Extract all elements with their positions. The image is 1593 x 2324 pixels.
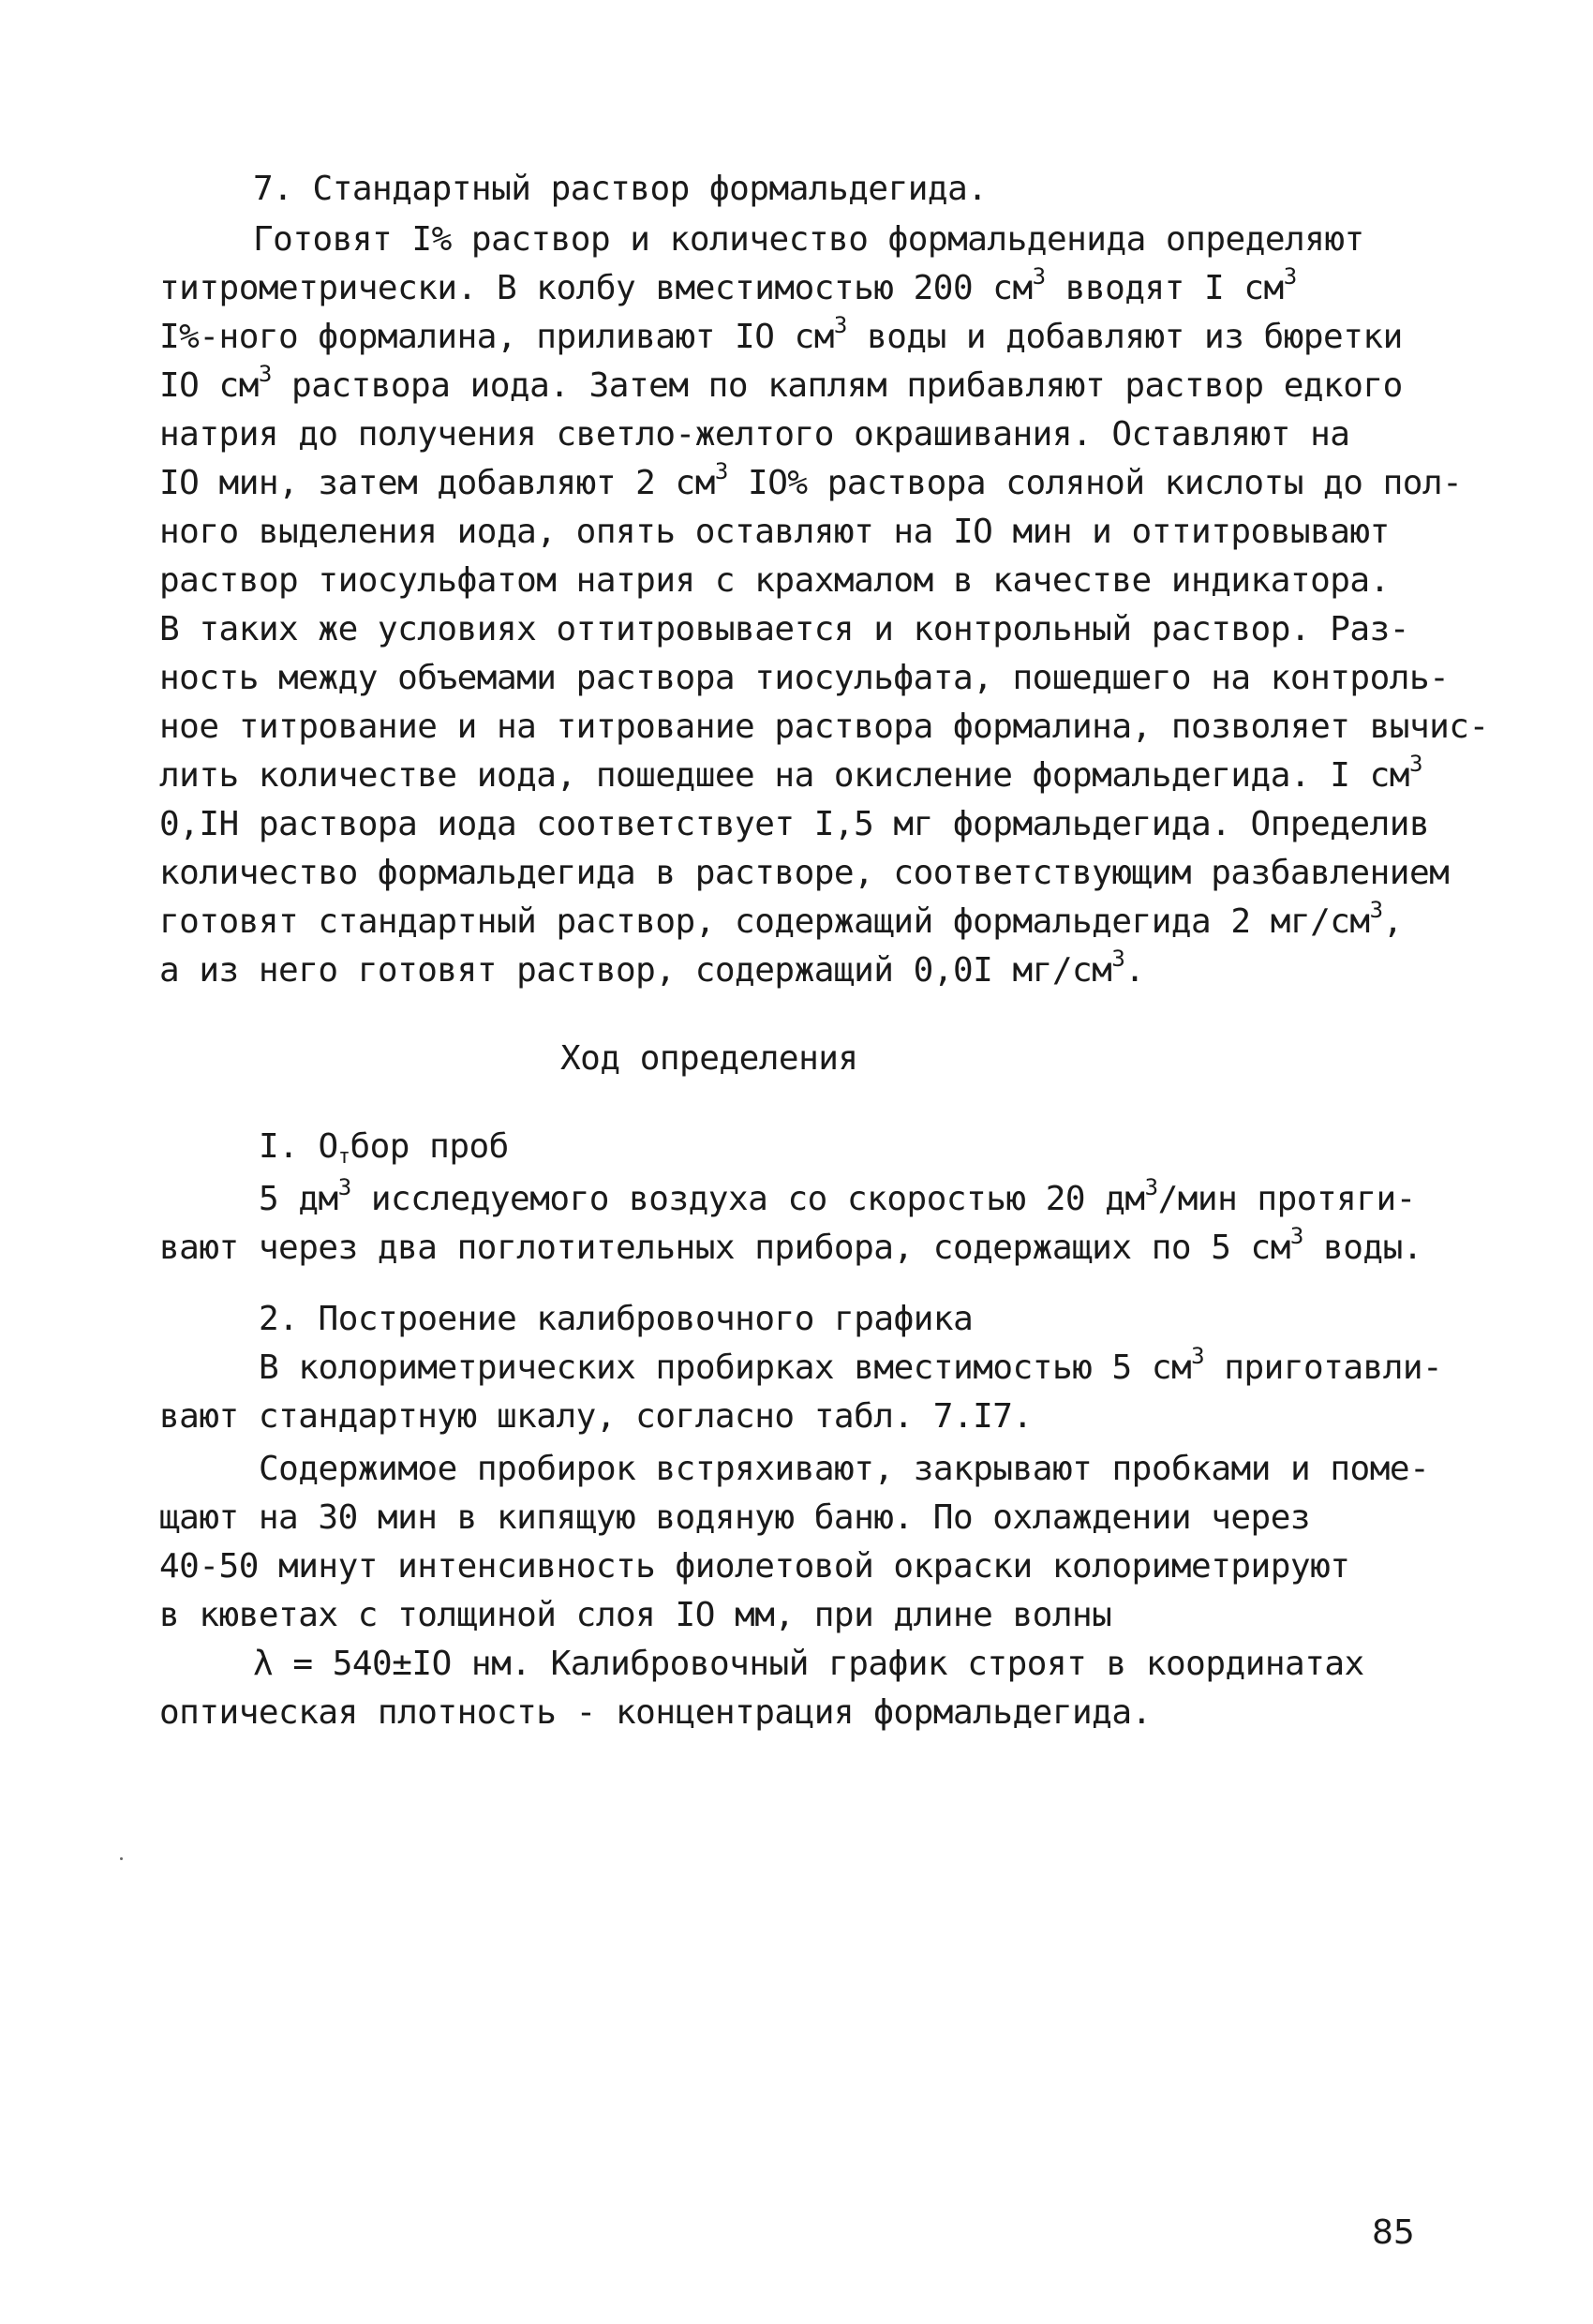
paragraph-line (159, 1496, 1310, 1541)
step2-title (259, 1297, 973, 1342)
paragraph-text: 5 дм (259, 1180, 338, 1218)
superscript: 3 (1408, 751, 1422, 777)
subscript: т (337, 1145, 350, 1169)
paragraph-line (159, 705, 1489, 750)
paragraph-text: ность между объемами раствора тиосульфата, пошедшего на контроль- (159, 659, 1450, 697)
procedure-heading-text: Ход определения (560, 1039, 858, 1078)
paragraph-line (159, 607, 1409, 652)
paragraph-text: воды. (1303, 1229, 1422, 1267)
paragraph-text: количество формальдегида в растворе, соответствующим разбавлением (159, 854, 1450, 892)
superscript: 3 (1289, 1223, 1303, 1249)
paragraph-line (159, 1394, 1033, 1439)
superscript: 3 (1111, 946, 1125, 972)
paragraph-text: вают через два поглотительных прибора, содержащих по 5 см (159, 1229, 1290, 1267)
paragraph-line (159, 802, 1429, 847)
page-number-text: 85 (1372, 2213, 1415, 2252)
paragraph-text: вводят I см (1064, 269, 1284, 307)
paragraph-text: /мин протяги- (1157, 1180, 1416, 1218)
paragraph-line (159, 1544, 1349, 1589)
paragraph-text: в кюветах с толщиной слоя IO мм, при длине волны (159, 1596, 1112, 1634)
paragraph-text: готовят стандартный раствор, содержащий формальдегида 2 мг/см (159, 902, 1370, 941)
paragraph-line (253, 1642, 1364, 1687)
paragraph-text: приготавли- (1204, 1348, 1443, 1387)
superscript: 3 (1283, 263, 1297, 290)
paragraph-line (259, 1174, 1416, 1222)
paragraph-text: исследуемого воздуха со скоростью 20 дм (350, 1180, 1145, 1218)
superscript: 3 (337, 1174, 351, 1200)
paragraph-text: ное титрование и на титрование раствора формалина, позволяет вычис- (159, 708, 1489, 746)
paragraph-text: воды и добавляют из бюретки (867, 318, 1403, 356)
paragraph-line (253, 217, 1364, 262)
paragraph-line (159, 1593, 1111, 1638)
paragraph-text: раствора иода. Затем по каплям прибавляют раствор едкого (291, 366, 1403, 405)
paragraph-line (159, 1691, 1152, 1736)
superscript: 3 (1369, 897, 1383, 923)
paragraph-text: В колориметрических пробирках вместимостью 5 см (259, 1348, 1192, 1387)
superscript: 3 (714, 458, 728, 484)
step1-title (259, 1125, 509, 1169)
page-number (1372, 2213, 1415, 2252)
paragraph-line (159, 412, 1349, 457)
scan-speck (120, 1857, 123, 1860)
paragraph-line (259, 1343, 1443, 1391)
paragraph-text: а из него готовят раствор, содержащий 0,0I мг/см (159, 951, 1112, 990)
paragraph-text: В таких же условиях оттитровывается и контрольный раствор. Раз- (159, 610, 1409, 648)
paragraph-text: лить количестве иода, пошедшее на окисление формальдегида. I см (159, 756, 1409, 795)
step-title-text: бор проб (350, 1127, 509, 1166)
paragraph-line (159, 263, 1297, 311)
paragraph-text: IO мин, затем добавляют 2 см (159, 464, 715, 502)
paragraph-line (259, 1447, 1429, 1492)
paragraph-line (159, 559, 1390, 603)
paragraph-text: IO% раствора соляной кислоты до пол- (748, 464, 1463, 502)
superscript: 3 (833, 312, 847, 338)
paragraph-text: , (1382, 902, 1403, 941)
paragraph-text: I%-ного формалина, приливают IO см (159, 318, 834, 356)
paragraph-line (159, 851, 1449, 896)
superscript: 3 (1144, 1174, 1158, 1200)
paragraph-line (159, 948, 1144, 993)
paragraph-text: титрометрически. В колбу вместимостью 200 см (159, 269, 1033, 307)
step-title-text: 2. Построение калибровочного графика (259, 1300, 974, 1338)
paragraph-text: вают стандартную шкалу, согласно табл. 7.I7. (159, 1397, 1033, 1436)
superscript: 3 (1191, 1343, 1205, 1369)
section-title-text: 7. Стандартный раствор формальдегида. (253, 170, 988, 208)
superscript: 3 (258, 361, 272, 387)
paragraph-text: натрия до получения светло-желтого окрашивания. Оставляют на (159, 415, 1350, 454)
step-title-text: I. О (259, 1127, 338, 1166)
paragraph-text: ного выделения иода, опять оставляют на IO мин и оттитровывают (159, 513, 1390, 551)
procedure-heading (560, 1036, 858, 1081)
paragraph-text: . (1124, 951, 1145, 990)
paragraph-text: оптическая плотность - концентрация формальдегида. (159, 1693, 1152, 1732)
paragraph-text: 40-50 минут интенсивность фиолетовой окраски колориметрируют (159, 1547, 1350, 1586)
section-title (253, 167, 987, 212)
paragraph-line (159, 753, 1422, 798)
paragraph-line (159, 312, 1403, 360)
paragraph-text: λ = 540±IO нм. Калибровочный график строят в координатах (253, 1645, 1364, 1683)
paragraph-line (159, 510, 1390, 555)
paragraph-line (159, 458, 1463, 506)
paragraph-text: 0,IН раствора иода соответствует I,5 мг формальдегида. Определив (159, 805, 1430, 843)
paragraph-text: Готовят I% раствор и количество формальденида определяют (253, 220, 1364, 259)
paragraph-text: Содержимое пробирок встряхивают, закрывают пробками и поме- (259, 1450, 1430, 1488)
superscript: 3 (1032, 263, 1046, 290)
paragraph-line (159, 656, 1449, 701)
paragraph-line (159, 897, 1403, 945)
paragraph-line (159, 1223, 1422, 1271)
paragraph-text: щают на 30 мин в кипящую водяную баню. По охлаждении через (159, 1498, 1311, 1537)
paragraph-text: IO см (159, 366, 259, 405)
paragraph-line (159, 361, 1403, 409)
paragraph-text: раствор тиосульфатом натрия с крахмалом в качестве индикатора. (159, 561, 1390, 600)
